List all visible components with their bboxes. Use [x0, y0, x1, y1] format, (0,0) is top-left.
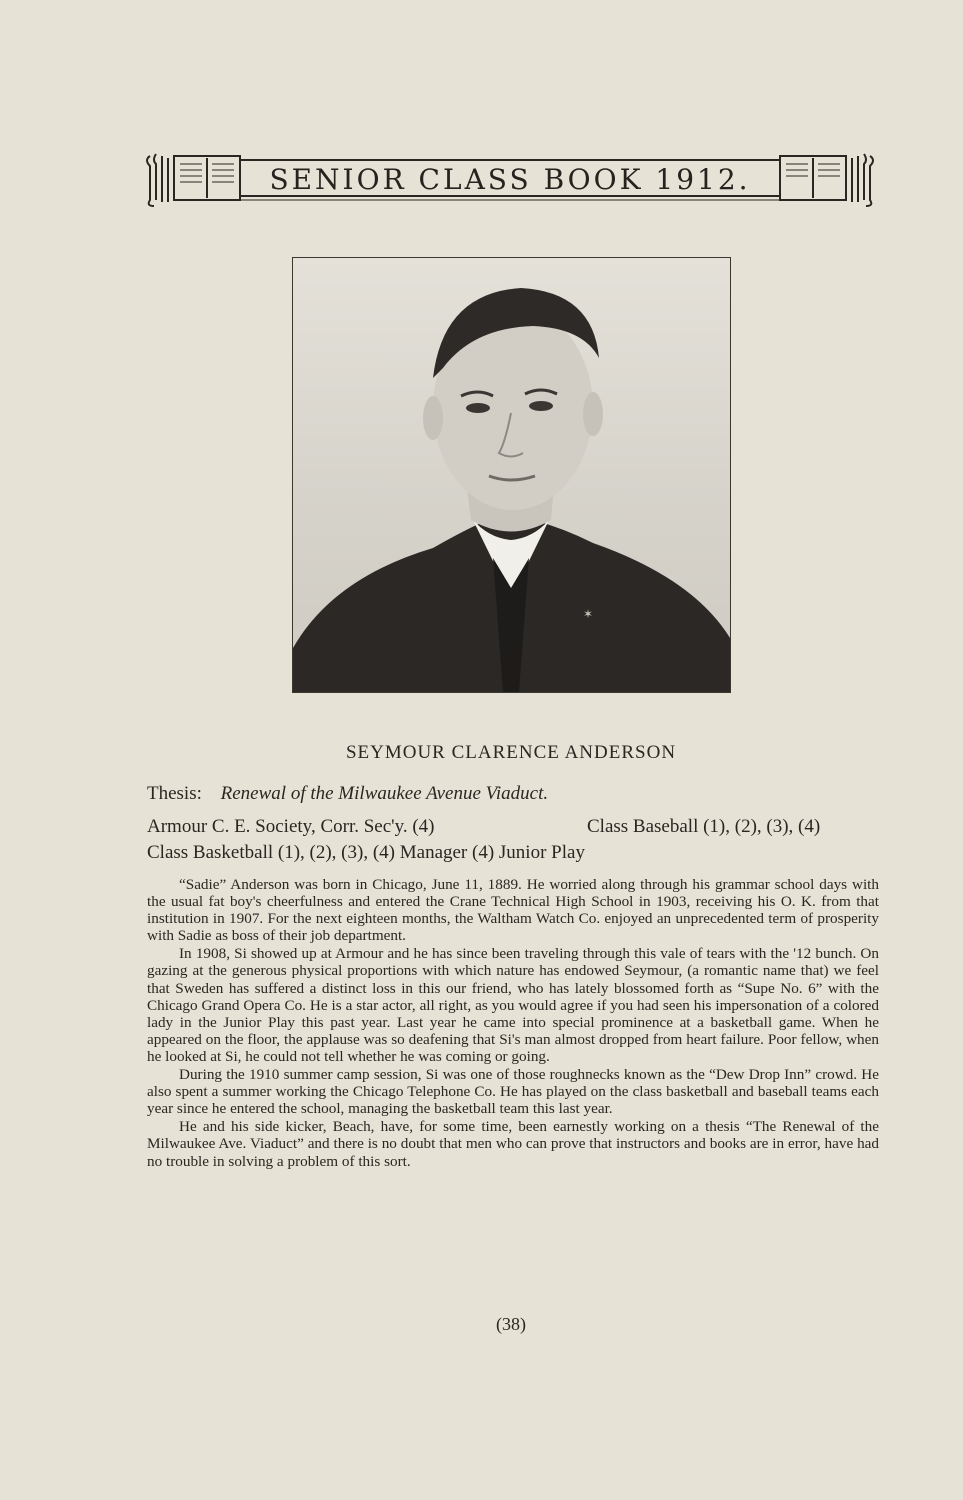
header-title: SENIOR CLASS BOOK 1912. [269, 162, 751, 196]
student-name: SEYMOUR CLARENCE ANDERSON [345, 742, 677, 763]
biography-text [147, 876, 879, 1171]
thesis-title: Renewal of the Milwaukee Avenue Viaduct. [220, 783, 549, 804]
thesis-label: Thesis: [147, 783, 202, 804]
biography-paragraph: He and his side kicker, Beach, have, for some time, been earnestly working on a thesis “The Renewal of the Milwaukee Ave. Viaduct” and there is no doubt that men who can prove that instructors and books are in error, have had no trouble in solving a problem of this sort. [147, 1118, 879, 1170]
activities-line-1-right: Class Baseball (1), (2), (3), (4) [587, 816, 821, 837]
biography-paragraph: In 1908, Si showed up at Armour and he has since been traveling through this vale of tears with the '12 bunch. On gazing at the generous physical proportions with which nature has endowed Seymour, (a romantic name that) we feel that Sweden has suffered a distinct loss in this our friend, who has lately blossomed forth as “Supe No. 6” with the Chicago Grand Opera Co. He is a star actor, all right, as you would agree if you had seen his impersonation of a colored lady in the Junior Play this past year. Last year he came into special prominence at a basketball game. When he appeared on the floor, the applause was so deafening that Si's man almost dropped from heart failure. Poor fellow, when he looked at Si, he could not tell whether he was coming or going. [147, 945, 879, 1065]
portrait-photo-icon [293, 258, 730, 692]
svg-text:✶: ✶ [583, 607, 594, 621]
thesis-line [147, 783, 548, 805]
header-banner [144, 150, 876, 208]
portrait-photo [292, 257, 731, 693]
biography-paragraph: During the 1910 summer camp session, Si was one of those roughnecks known as the “Dew Drop Inn” crowd. He also spent a summer working the Chicago Telephone Co. He has played on the class basketball and baseball teams each year since he entered the school, managing the basketball team this last year. [147, 1066, 879, 1118]
activities-line-1-left: Armour C. E. Society, Corr. Sec'y. (4) [147, 816, 435, 837]
biography-paragraph: “Sadie” Anderson was born in Chicago, June 11, 1889. He worried along through his grammar school days with the usual fat boy's cheerfulness and entered the Crane Technical High School in 1903, receiving his O. K. from that institution in 1907. For the next eighteen months, the Waltham Watch Co. enjoyed an unprecedented term of prosperity with Sadie as boss of their job department. [147, 876, 879, 945]
page-number: (38) [496, 1314, 526, 1334]
activities-line-2: Class Basketball (1), (2), (3), (4) Manager (4) Junior Play [147, 842, 585, 863]
